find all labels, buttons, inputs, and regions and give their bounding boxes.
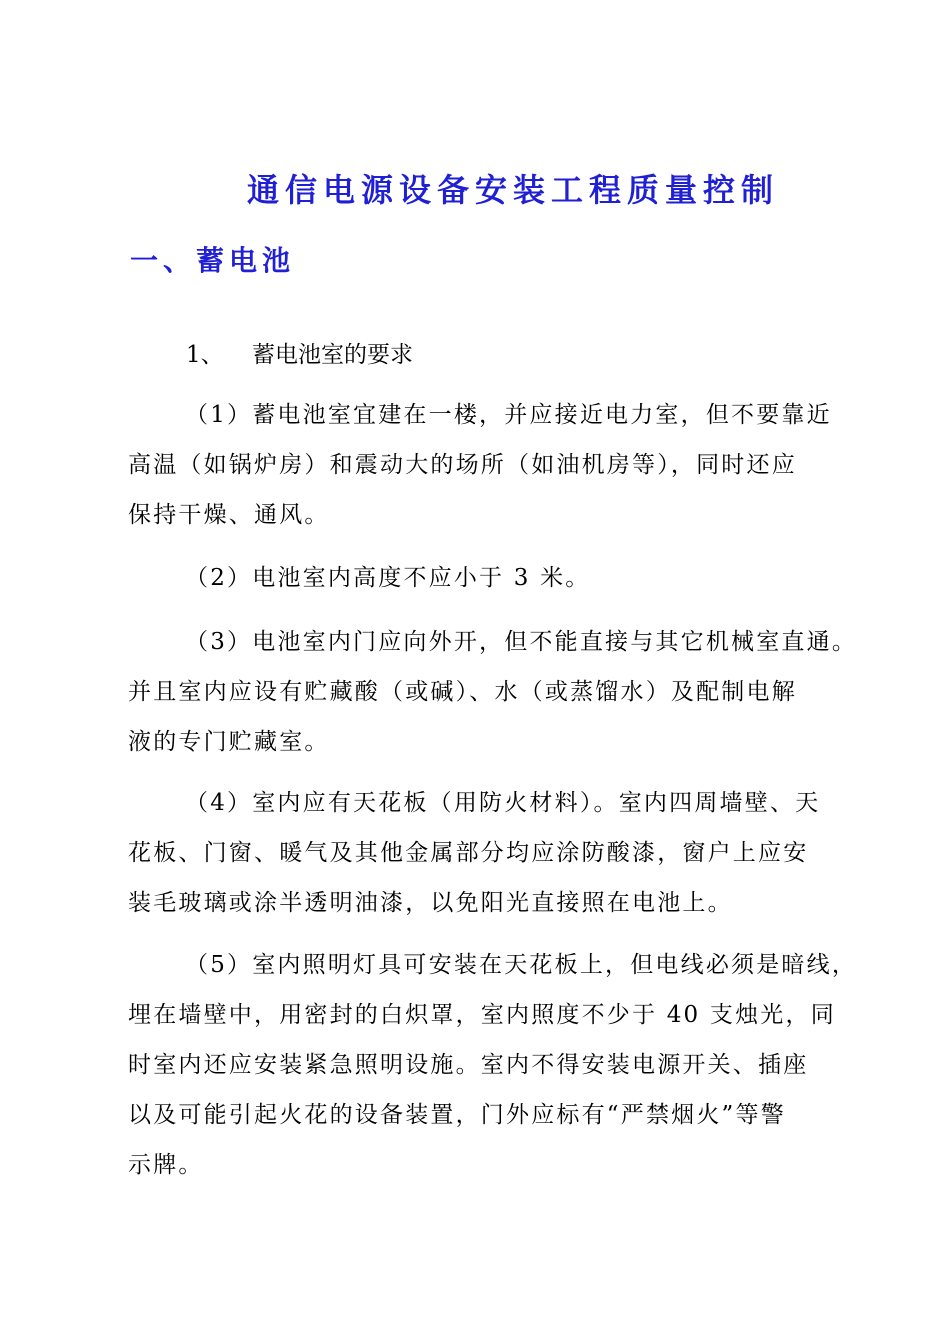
paragraph-line: 示牌。 — [128, 1152, 204, 1178]
paragraph-line: （2）电池室内高度不应小于 3 米。 — [185, 565, 591, 591]
paragraph-line: 并且室内应设有贮藏酸（或碱）、水（或蒸馏水）及配制电解 — [128, 679, 797, 705]
paragraph-line: 保持干燥、通风。 — [128, 502, 330, 528]
subsection-label: 蓄电池室的要求 — [252, 342, 413, 368]
subsection-heading — [186, 332, 413, 378]
paragraph-line: （1）蓄电池室宜建在一楼，并应接近电力室，但不要靠近 — [185, 402, 832, 428]
paragraph-line: 时室内还应安装紧急照明设施。室内不得安装电源开关、插座 — [128, 1052, 809, 1078]
paragraph-line: 装毛玻璃或涂半透明油漆，以免阳光直接照在电池上。 — [128, 890, 733, 916]
paragraph-3 — [128, 617, 858, 767]
paragraph-line: （3）电池室内门应向外开，但不能直接与其它机械室直通。 — [185, 629, 858, 655]
paragraph-line: 以及可能引起火花的设备装置，门外应标有“严禁烟火”等警 — [128, 1102, 786, 1128]
document-title: 通信电源设备安装工程质量控制 — [246, 171, 779, 209]
paragraph-4 — [128, 778, 858, 928]
paragraph-line: （5）室内照明灯具可安装在天花板上，但电线必须是暗线， — [185, 952, 858, 978]
paragraph-5 — [128, 940, 858, 1190]
paragraph-2 — [128, 553, 858, 603]
paragraph-line: 高温（如锅炉房）和震动大的场所（如油机房等），同时还应 — [128, 452, 797, 478]
subsection-number: 1、 — [186, 342, 224, 368]
section-heading: 一、蓄电池 — [130, 244, 296, 277]
paragraph-line: 埋在墙壁中，用密封的白炽罩，室内照度不少于 40 支烛光，同 — [128, 1002, 836, 1028]
paragraph-line: 液的专门贮藏室。 — [128, 729, 330, 755]
paragraph-1 — [128, 390, 858, 540]
paragraph-line: 花板、门窗、暖气及其他金属部分均应涂防酸漆，窗户上应安 — [128, 840, 809, 866]
paragraph-line: （4）室内应有天花板（用防火材料）。室内四周墙壁、天 — [185, 790, 821, 816]
